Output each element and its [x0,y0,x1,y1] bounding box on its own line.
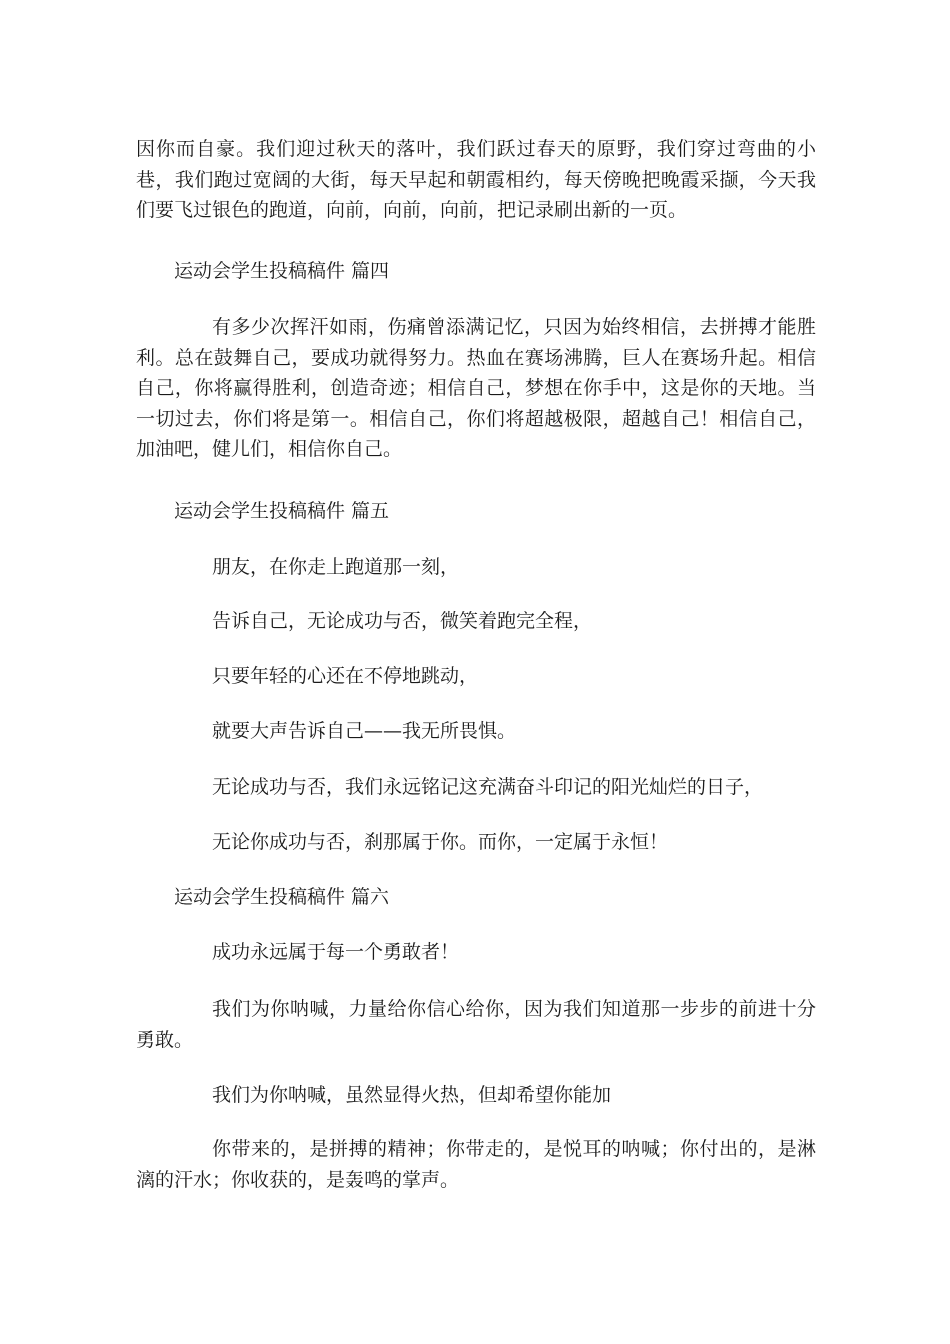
section-heading-5: 运动会学生投稿稿件 篇五 [174,500,390,522]
section-heading-4: 运动会学生投稿稿件 篇四 [174,260,390,282]
paragraph-6-2: 我们为你呐喊，力量给你信心给你，因为我们知道那一步步的前进十分勇敢。 [136,998,816,1051]
poem-line: 朋友，在你走上跑道那一刻， [212,556,460,578]
paragraph-4: 有多少次挥汗如雨，伤痛曾添满记忆，只因为始终相信，去拼搏才能胜利。总在鼓舞自己，要成功就得努力。热血在赛场沸腾，巨人在赛场升起。相信自己，你将赢得胜利，创造奇迹；相信自己，梦想在你手中，这是你的天地。当一切过去，你们将是第一。相信自己，你们将超越极限，超越自己！相信自己，加油吧，健儿们，相信你自己。 [136,316,816,460]
poem-line: 无论你成功与否，刹那属于你。而你，一定属于永恒！ [212,831,669,853]
paragraph-continued: 因你而自豪。我们迎过秋天的落叶，我们跃过春天的原野，我们穿过弯曲的小巷，我们跑过宽阔的大街，每天早起和朝霞相约，每天傍晚把晚霞采撷，今天我们要飞过银色的跑道，向前，向前，向前，把记录刷出新的一页。 [136,138,816,221]
poem-line: 只要年轻的心还在不停地跳动， [212,665,479,687]
paragraph-6-line-3: 我们为你呐喊，虽然显得火热，但却希望你能加 [212,1084,612,1106]
section-heading-6: 运动会学生投稿稿件 篇六 [174,886,390,908]
poem-line: 告诉自己，无论成功与否，微笑着跑完全程， [212,610,593,632]
paragraph-6-4: 你带来的，是拼搏的精神；你带走的，是悦耳的呐喊；你付出的，是淋漓的汗水；你收获的，是轰鸣的掌声。 [136,1138,816,1191]
poem-line: 就要大声告诉自己——我无所畏惧。 [212,720,517,742]
poem-line: 无论成功与否，我们永远铭记这充满奋斗印记的阳光灿烂的日子， [212,776,764,798]
paragraph-6-line-1: 成功永远属于每一个勇敢者！ [212,941,460,963]
